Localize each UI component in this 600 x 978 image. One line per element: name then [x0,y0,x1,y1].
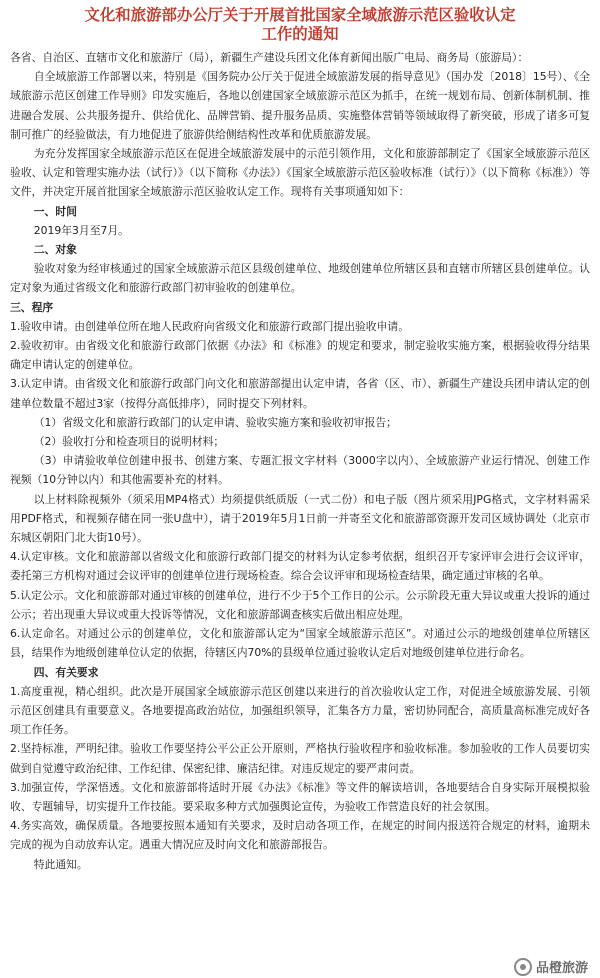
watermark-text: 品橙旅游 [535,961,588,976]
intro-paragraph-1: 自全域旅游工作部署以来，特别是《国务院办公厅关于促进全域旅游发展的指导意见》（国办发〔2018〕15号）、《全域旅游示范区创建工作导则》印发实施后，各地以创建国家全域旅游示范区为抓手，在统一规划布局、创新体制机制、推进融合发展、公共服务提升、供给优化、品牌营销、提升服务品质、实施整体营销等领域取得了新突破，形成了诸多可复制可推广的经验做法，有力地促进了旅游供给侧结构性改革和优质旅游发展。 [10,70,590,141]
section-heading-procedure: 三、程序 [10,300,54,314]
requirement-item-3: 3.加强宣传，学深悟透。文化和旅游部将适时开展《办法》《标准》等文件的解读培训，各地要结合自身实际开展模拟验收、专题辅导，切实提升工作技能。要采取多种方式加强舆论宣传，为验收工作营造良好的社会氛围。 [10,780,590,813]
section-heading-requirements: 四、有关要求 [33,665,99,679]
procedure-item-2: 2.验收初审。由省级文化和旅游行政部门依据《办法》和《标准》的规定和要求，制定验收实施方案，根据验收得分结果确定申请认定的创建单位。 [10,339,590,372]
intro-paragraph-2: 为充分发挥国家全域旅游示范区在促进全域旅游发展中的示范引领作用，文化和旅游部制定了《国家全域旅游示范区验收、认定和管理实施办法（试行）》（以下简称《办法》）《国家全域旅游示范区验收标准（试行）》（以下简称《标准》）等文件，并决定开展首批国家全域旅游示范区验收认定工作。现将有关事项通知如下： [10,147,590,199]
procedure-item-6: 6.认定命名。对通过公示的创建单位，文化和旅游部认定为“国家全域旅游示范区”。对通过公示的地级创建单位所辖区县，结果作为地级创建单位认定的依据，待辖区内70%的县级单位通过验收认定后对地级创建单位进行命名。 [10,627,590,660]
title-line-2: 工作的通知 [261,25,339,43]
procedure-item-4: 4.认定审核。文化和旅游部以省级文化和旅游行政部门提交的材料为认定参考依据，组织召开专家评审会进行会议评审，委托第三方机构对通过会议评审的创建单位进行现场检查。综合会议评审和现场检查结果，确定通过审核的名单。 [10,550,590,583]
requirement-item-2: 2.坚持标准，严明纪律。验收工作要坚持公平公正公开原则，严格执行验收程序和验收标准。参加验收的工作人员要切实做到自觉遵守政治纪律、工作纪律、保密纪律、廉洁纪律。对违反规定的要严肃问责。 [10,742,590,775]
document-title [10,6,590,44]
closing-text: 特此通知。 [33,857,88,871]
section-text-time: 2019年3月至7月。 [33,223,129,237]
section-heading-target: 二、对象 [33,243,77,257]
material-item-2: （2）验收打分和检查项目的说明材料； [33,435,225,449]
addressee: 各省、自治区、直辖市文化和旅游厅（局），新疆生产建设兵团文化体育新闻出版广电局、商务局（旅游局）： [10,51,529,64]
requirement-item-4: 4.务实高效，确保质量。各地要按照本通知有关要求，及时启动各项工作，在规定的时间内报送符合规定的材料，逾期未完成的视为自动放弃认定。遇重大情况应及时向文化和旅游部报告。 [10,819,590,852]
logo-circle-icon [514,958,532,976]
title-line-1: 文化和旅游部办公厅关于开展首批国家全域旅游示范区验收认定 [84,6,516,24]
procedure-item-3: 3.认定申请。由省级文化和旅游行政部门向文化和旅游部提出认定申请，各省（区、市）、新疆生产建设兵团申请认定的创建单位数量不超过3家（按得分高低排序），同时提交下列材料。 [10,377,590,410]
procedure-item-1: 1.验收申请。由创建单位所在地人民政府向省级文化和旅游行政部门提出验收申请。 [10,319,409,333]
material-item-1: （1）省级文化和旅游行政部门的认定申请、验收实施方案和验收初审报告； [33,415,397,429]
requirement-item-1: 1.高度重视，精心组织。此次是开展国家全域旅游示范区创建以来进行的首次验收认定工作，对促进全域旅游发展、引领示范区创建具有重要意义。各地要提高政治站位，加强组织领导，汇集各方力量，密切协同配合，高质量高标准完成好各项工作任务。 [10,684,590,737]
section-heading-time: 一、时间 [33,204,77,218]
section-text-target: 验收对象为经审核通过的国家全域旅游示范区县级创建单位、地级创建单位所辖区县和直辖市所辖区县创建单位。认定对象为通过省级文化和旅游行政部门初审验收的创建单位。 [10,262,590,295]
material-submission-note: 以上材料除视频外（须采用MP4格式）均须提供纸质版（一式二份）和电子版（图片须采用JPG格式，文字材料需采用PDF格式，和视频存储在同一张U盘中），请于2019年5月1日前一并寄至文化和旅游部资源开发司区域协调处（北京市东城区朝阳门北大街10号）。 [10,492,590,545]
procedure-item-5: 5.认定公示。文化和旅游部对通过审核的创建单位，进行不少于5个工作日的公示。公示阶段无重大异议或重大投诉的通过公示；若出现重大异议或重大投诉等情况，文化和旅游部调查核实后做出相应处理。 [10,588,590,621]
material-item-3: （3）申请验收单位创建申报书、创建方案、专题汇报文字材料（3000字以内）、全域旅游产业运行情况、创建工作视频（10分钟以内）和其他需要补充的材料。 [10,454,590,487]
watermark [512,957,590,976]
